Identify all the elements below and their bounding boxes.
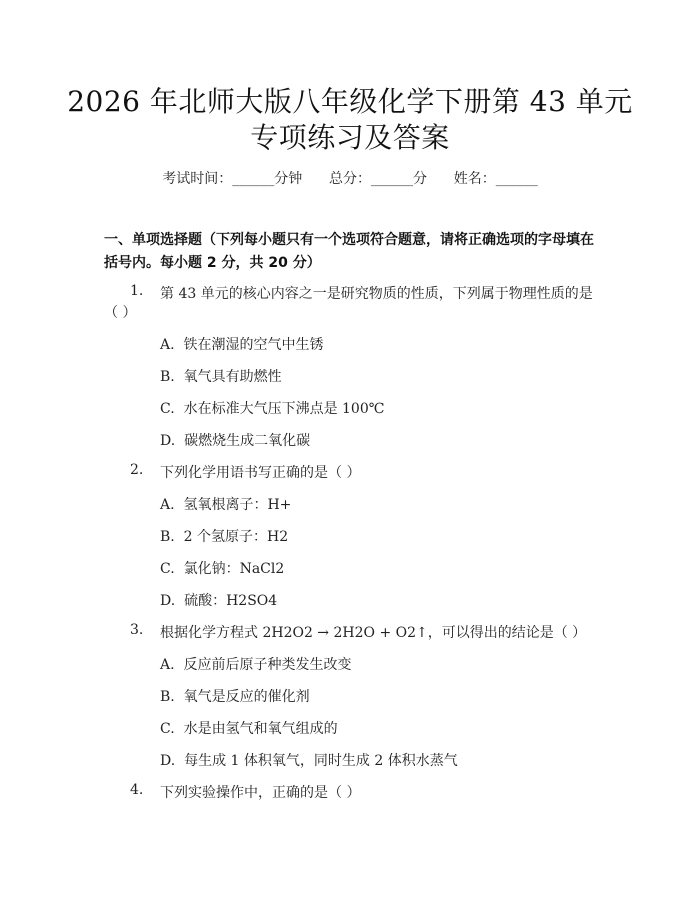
document-title-line1: 2026 年北师大版八年级化学下册第 43 单元 [67, 85, 633, 118]
question-2-option-a: A. 氢氧根离子：H+ [160, 497, 292, 513]
question-3-option-b: B. 氧气是反应的催化剂 [160, 689, 310, 705]
question-3-option-d: D. 每生成 1 体积氧气，同时生成 2 体积水蒸气 [160, 753, 458, 769]
section-heading: 一、单项选择题（下列每小题只有一个选项符合题意，请将正确选项的字母填在括号内。每小题 2 分，共 20 分） [104, 232, 594, 271]
question-3-option-a: A. 反应前后原子种类发生改变 [160, 657, 352, 673]
question-1-option-a: A. 铁在潮湿的空气中生锈 [160, 337, 324, 353]
question-1-option-c: C. 水在标准大气压下沸点是 100℃ [160, 401, 385, 417]
question-1-option-d: D. 碳燃烧生成二氧化碳 [160, 433, 311, 449]
question-4-number: 4. [130, 782, 144, 798]
question-4-stem: 下列实验操作中，正确的是（ ） [160, 785, 361, 801]
question-1-number: 1. [130, 283, 144, 299]
question-2-number: 2. [130, 462, 144, 478]
question-1-stem-cont: （ ） [104, 305, 137, 321]
question-3-number: 3. [130, 622, 144, 638]
document-title-line2: 专项练习及答案 [250, 121, 450, 154]
question-2-option-b: B. 2 个氢原子：H2 [160, 529, 289, 545]
question-3-stem: 根据化学方程式 2H2O2 → 2H2O + O2↑，可以得出的结论是（ ） [160, 625, 587, 641]
question-2-option-d: D. 硫酸：H2SO4 [160, 593, 278, 609]
question-1-stem: 第 43 单元的核心内容之一是研究物质的性质，下列属于物理性质的是 [160, 286, 593, 302]
question-2-option-c: C. 氯化钠：NaCl2 [160, 561, 285, 577]
question-3-option-c: C. 水是由氢气和氧气组成的 [160, 721, 338, 737]
question-2-stem: 下列化学用语书写正确的是（ ） [160, 465, 361, 481]
question-1-option-b: B. 氧气具有助燃性 [160, 369, 282, 385]
exam-info-line: 考试时间：______分钟 总分：______分 姓名：______ [162, 171, 538, 187]
